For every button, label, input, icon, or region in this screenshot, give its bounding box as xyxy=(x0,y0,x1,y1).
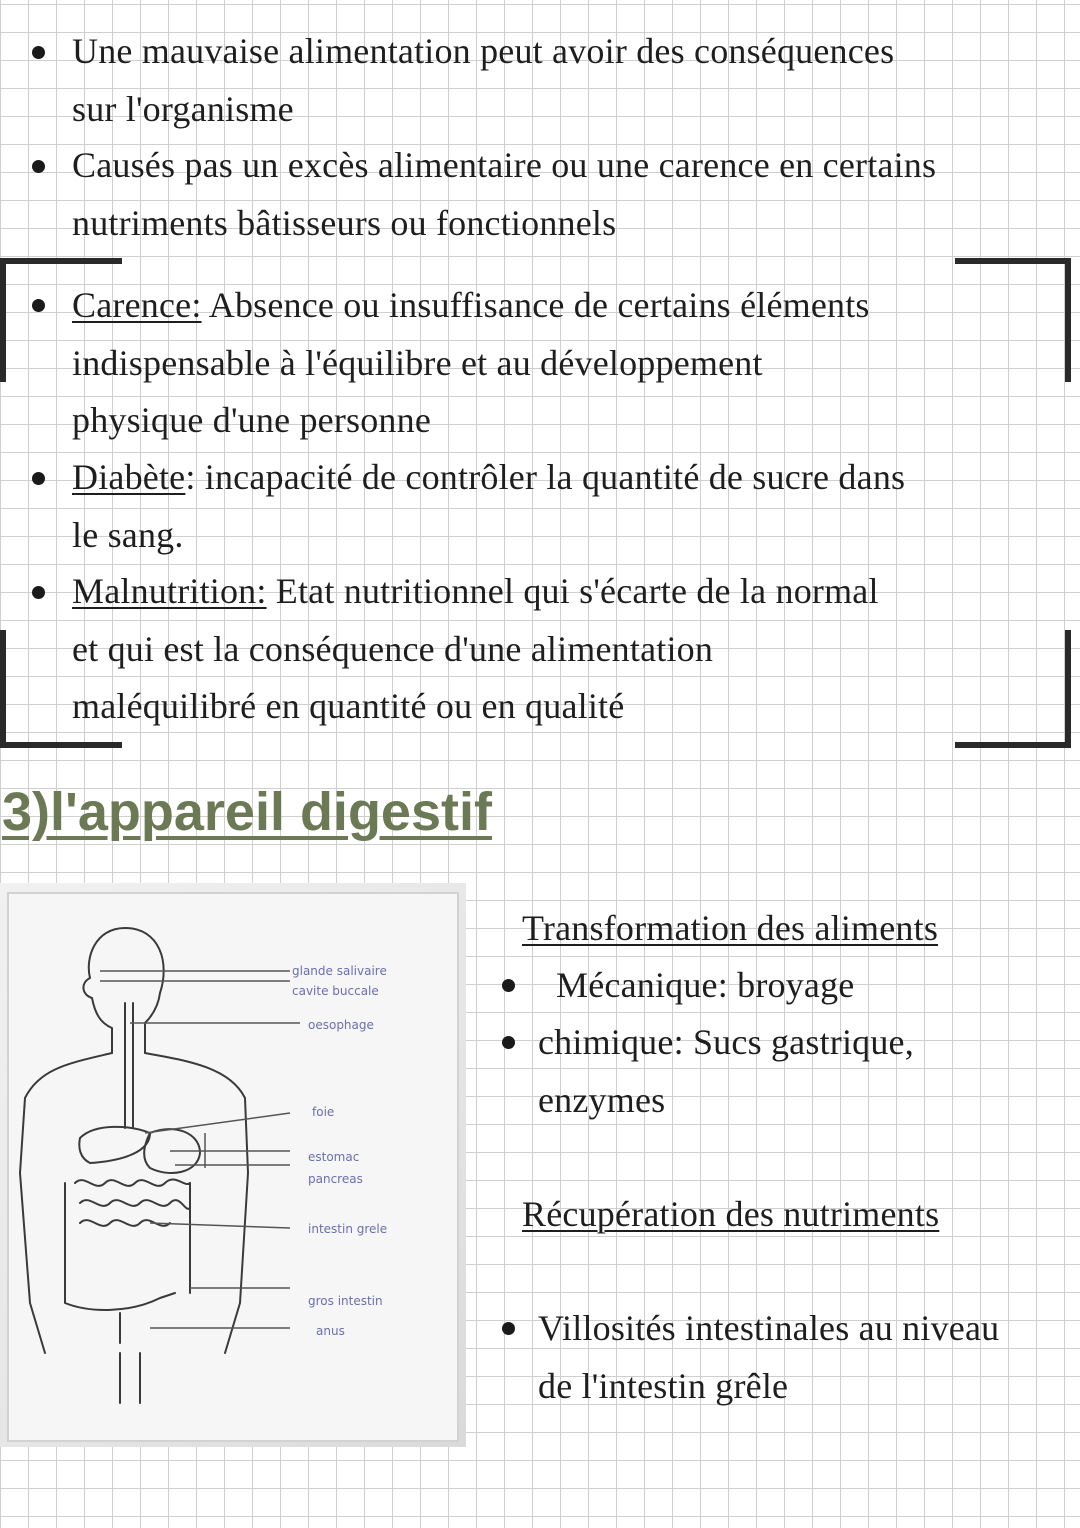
definition-malnutrition xyxy=(72,571,879,611)
bullet-dot xyxy=(32,586,45,599)
bullet-dot xyxy=(32,472,45,485)
carence-line-1: Absence ou insuffisance de certains éléments xyxy=(201,285,870,325)
label-estomac: estomac xyxy=(308,1150,360,1164)
label-foie: foie xyxy=(312,1105,335,1119)
diabete-line-1: : incapacité de contrôler la quantité de sucre dans xyxy=(185,457,906,497)
term-diabete: Diabète xyxy=(72,457,186,497)
section-title: 3)l'appareil digestif xyxy=(2,782,492,842)
digestive-system-drawing xyxy=(0,883,466,1447)
intro-bullet-1-line-2: sur l'organisme xyxy=(72,89,294,129)
recuperation-item-1-line-2: de l'intestin grêle xyxy=(538,1366,789,1406)
transformation-item-2-line-1: chimique: Sucs gastrique, xyxy=(538,1022,914,1062)
label-oesophage: oesophage xyxy=(308,1018,374,1032)
transformation-item-2-line-2: enzymes xyxy=(538,1080,666,1120)
malnutrition-line-1: Etat nutritionnel qui s'écarte de la normal xyxy=(266,571,879,611)
label-anus: anus xyxy=(316,1324,345,1338)
label-pancreas: pancreas xyxy=(308,1172,363,1186)
bullet-dot xyxy=(502,1036,515,1049)
transformation-heading: Transformation des aliments xyxy=(522,908,939,948)
recuperation-heading: Récupération des nutriments xyxy=(522,1194,940,1234)
carence-line-2: indispensable à l'équilibre et au développement xyxy=(72,343,763,383)
term-malnutrition: Malnutrition: xyxy=(72,571,267,611)
malnutrition-line-3: maléquilibré en quantité ou en qualité xyxy=(72,686,625,726)
intro-bullet-2-line-2: nutriments bâtisseurs ou fonctionnels xyxy=(72,203,617,243)
diabete-line-2: le sang. xyxy=(72,515,184,555)
recuperation-item-1-line-1: Villosités intestinales au niveau xyxy=(538,1308,1000,1348)
label-gros-intestin: gros intestin xyxy=(308,1294,383,1308)
definition-carence xyxy=(72,285,870,325)
bullet-dot xyxy=(502,979,515,992)
digestive-system-photo xyxy=(0,883,466,1447)
intro-bullet-2-line-1: Causés pas un excès alimentaire ou une carence en certains xyxy=(72,145,937,185)
term-carence: Carence: xyxy=(72,285,202,325)
intro-bullet-1-line-1: Une mauvaise alimentation peut avoir des conséquences xyxy=(72,31,895,71)
label-intestin-grele: intestin grele xyxy=(308,1222,388,1236)
bullet-dot xyxy=(32,160,45,173)
malnutrition-line-2: et qui est la conséquence d'une alimentation xyxy=(72,629,714,669)
label-cavite-buccale: cavite buccale xyxy=(292,984,379,998)
bullet-dot xyxy=(32,299,45,312)
transformation-item-1: Mécanique: broyage xyxy=(556,965,855,1005)
bullet-dot xyxy=(32,46,45,59)
bracket-top-right xyxy=(955,258,1071,382)
carence-line-3: physique d'une personne xyxy=(72,400,432,440)
bullet-dot xyxy=(502,1322,515,1335)
bracket-bottom-right xyxy=(955,630,1071,748)
label-glande-salivaire: glande salivaire xyxy=(292,964,387,978)
definition-diabete xyxy=(72,457,905,497)
